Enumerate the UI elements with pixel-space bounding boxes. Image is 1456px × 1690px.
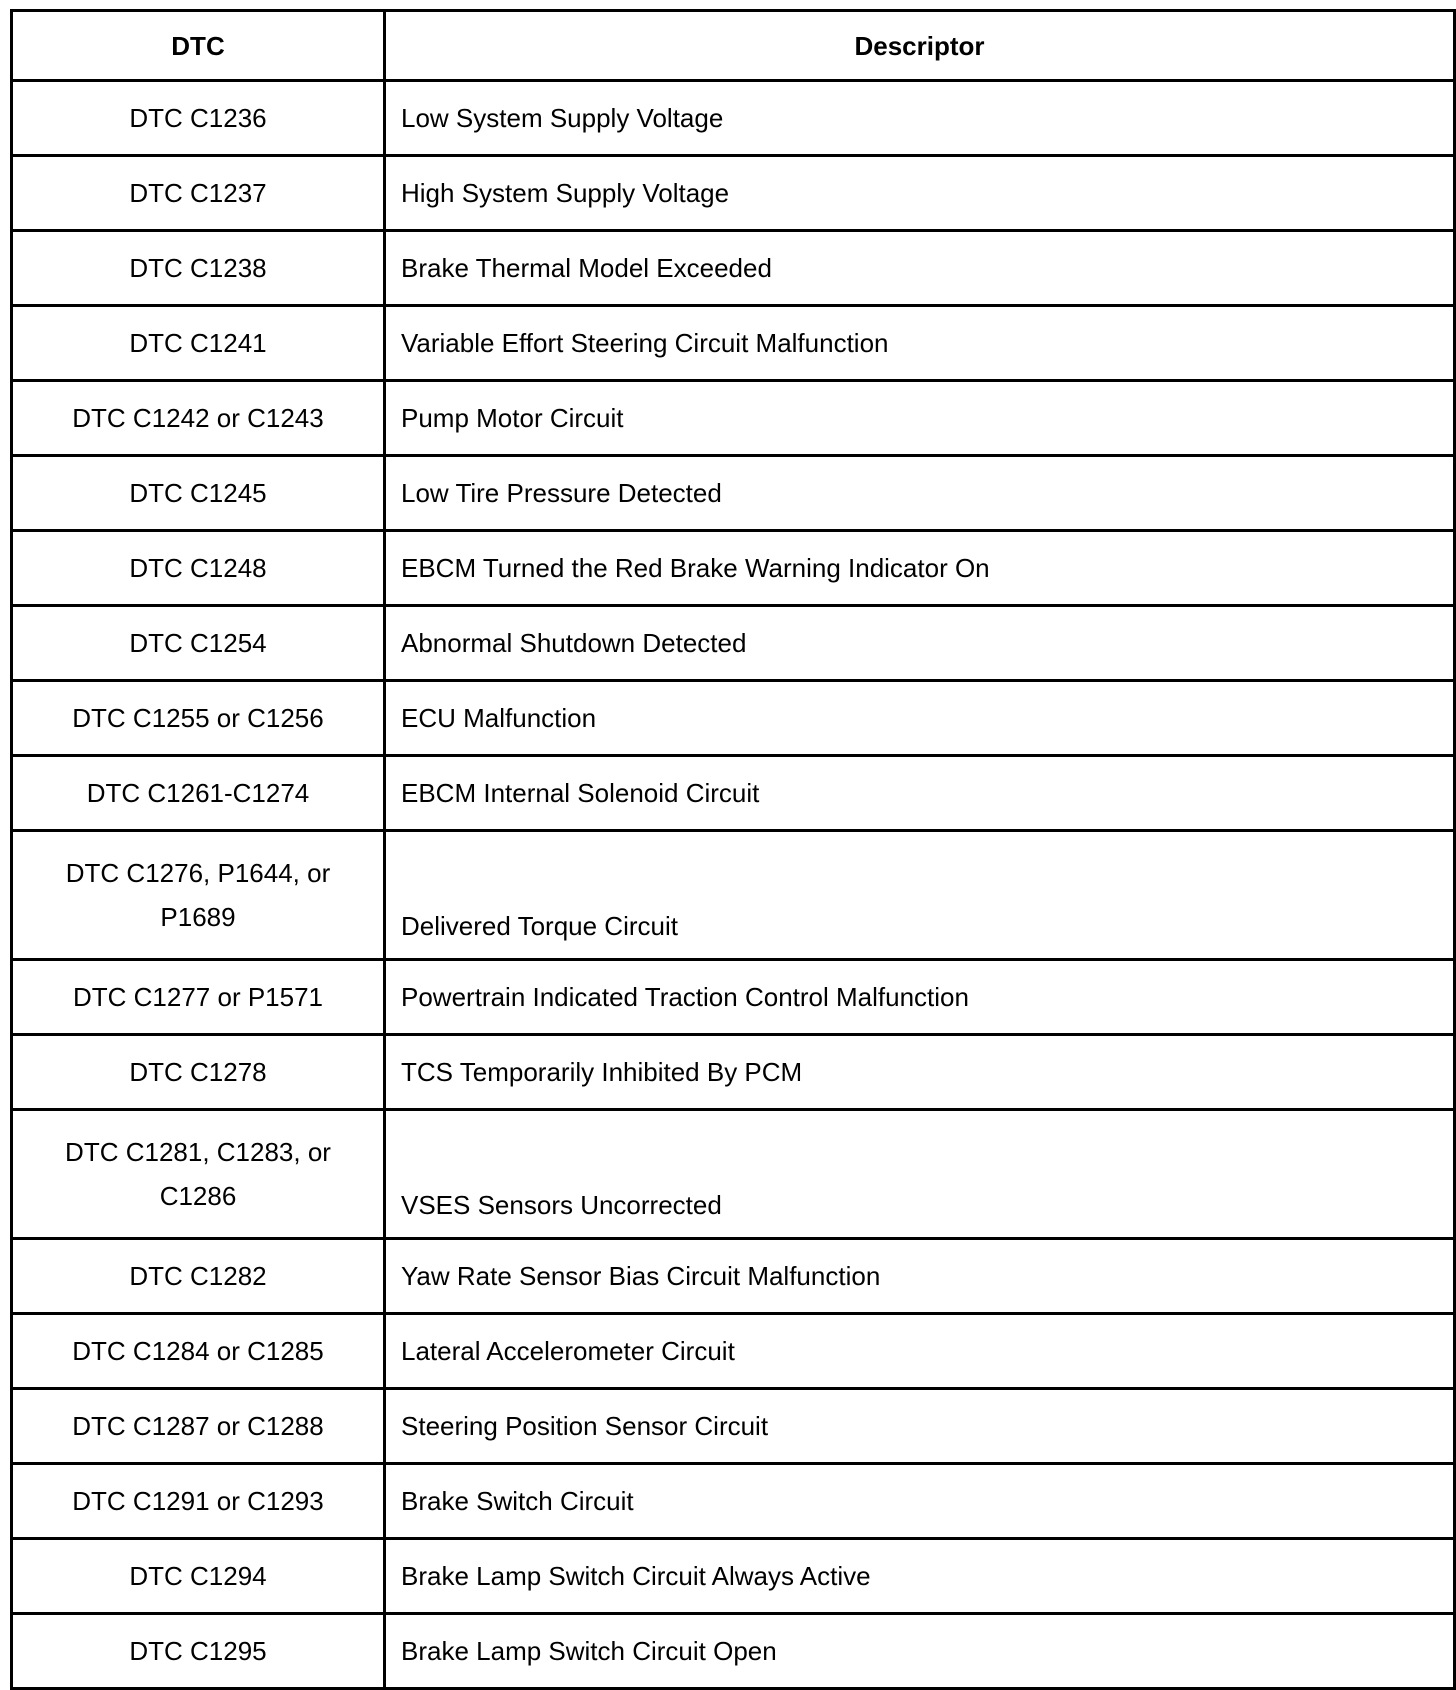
dtc-code-cell: DTC C1242 or C1243 [12, 381, 385, 456]
table-row [12, 531, 1455, 606]
dtc-code-cell: DTC C1236 [12, 81, 385, 156]
table-row [12, 81, 1455, 156]
descriptor-cell: Abnormal Shutdown Detected [385, 606, 1455, 681]
table-row [12, 1110, 1455, 1239]
dtc-code-cell: DTC C1281, C1283, or C1286 [12, 1110, 385, 1239]
table-row [12, 1464, 1455, 1539]
descriptor-cell: Brake Lamp Switch Circuit Open [385, 1614, 1455, 1689]
descriptor-cell: TCS Temporarily Inhibited By PCM [385, 1035, 1455, 1110]
descriptor-cell: EBCM Turned the Red Brake Warning Indicator On [385, 531, 1455, 606]
descriptor-cell: Low System Supply Voltage [385, 81, 1455, 156]
dtc-code-cell: DTC C1295 [12, 1614, 385, 1689]
descriptor-cell: Lateral Accelerometer Circuit [385, 1314, 1455, 1389]
table-header-row [12, 11, 1455, 81]
dtc-code-cell: DTC C1284 or C1285 [12, 1314, 385, 1389]
dtc-code-cell: DTC C1254 [12, 606, 385, 681]
table-row [12, 1539, 1455, 1614]
descriptor-cell: Pump Motor Circuit [385, 381, 1455, 456]
descriptor-cell: High System Supply Voltage [385, 156, 1455, 231]
dtc-code-cell: DTC C1238 [12, 231, 385, 306]
table-row [12, 1314, 1455, 1389]
table-row [12, 456, 1455, 531]
dtc-code-cell: DTC C1278 [12, 1035, 385, 1110]
descriptor-cell: Powertrain Indicated Traction Control Malfunction [385, 960, 1455, 1035]
table-row [12, 960, 1455, 1035]
dtc-code-cell: DTC C1248 [12, 531, 385, 606]
table-row [12, 1614, 1455, 1689]
dtc-code-cell: DTC C1237 [12, 156, 385, 231]
descriptor-cell: Yaw Rate Sensor Bias Circuit Malfunction [385, 1239, 1455, 1314]
dtc-code-cell: DTC C1276, P1644, or P1689 [12, 831, 385, 960]
header-dtc: DTC [12, 11, 385, 81]
dtc-code-cell: DTC C1291 or C1293 [12, 1464, 385, 1539]
table-row [12, 381, 1455, 456]
dtc-table [10, 9, 1456, 1690]
table-row [12, 831, 1455, 960]
descriptor-cell: Steering Position Sensor Circuit [385, 1389, 1455, 1464]
descriptor-cell: Delivered Torque Circuit [385, 831, 1455, 960]
dtc-code-cell: DTC C1277 or P1571 [12, 960, 385, 1035]
table-row [12, 306, 1455, 381]
descriptor-cell: Brake Switch Circuit [385, 1464, 1455, 1539]
descriptor-cell: Low Tire Pressure Detected [385, 456, 1455, 531]
table-row [12, 1035, 1455, 1110]
descriptor-cell: VSES Sensors Uncorrected [385, 1110, 1455, 1239]
table-row [12, 606, 1455, 681]
descriptor-cell: Brake Lamp Switch Circuit Always Active [385, 1539, 1455, 1614]
dtc-code-cell: DTC C1245 [12, 456, 385, 531]
dtc-code-cell: DTC C1241 [12, 306, 385, 381]
table-row [12, 231, 1455, 306]
table-row [12, 1239, 1455, 1314]
table-row [12, 756, 1455, 831]
descriptor-cell: Variable Effort Steering Circuit Malfunction [385, 306, 1455, 381]
dtc-code-cell: DTC C1261-C1274 [12, 756, 385, 831]
dtc-code-cell: DTC C1294 [12, 1539, 385, 1614]
table-row [12, 156, 1455, 231]
header-descriptor: Descriptor [385, 11, 1455, 81]
table-row [12, 1389, 1455, 1464]
table-row [12, 681, 1455, 756]
dtc-code-cell: DTC C1287 or C1288 [12, 1389, 385, 1464]
descriptor-cell: Brake Thermal Model Exceeded [385, 231, 1455, 306]
dtc-code-cell: DTC C1282 [12, 1239, 385, 1314]
descriptor-cell: ECU Malfunction [385, 681, 1455, 756]
descriptor-cell: EBCM Internal Solenoid Circuit [385, 756, 1455, 831]
dtc-code-cell: DTC C1255 or C1256 [12, 681, 385, 756]
